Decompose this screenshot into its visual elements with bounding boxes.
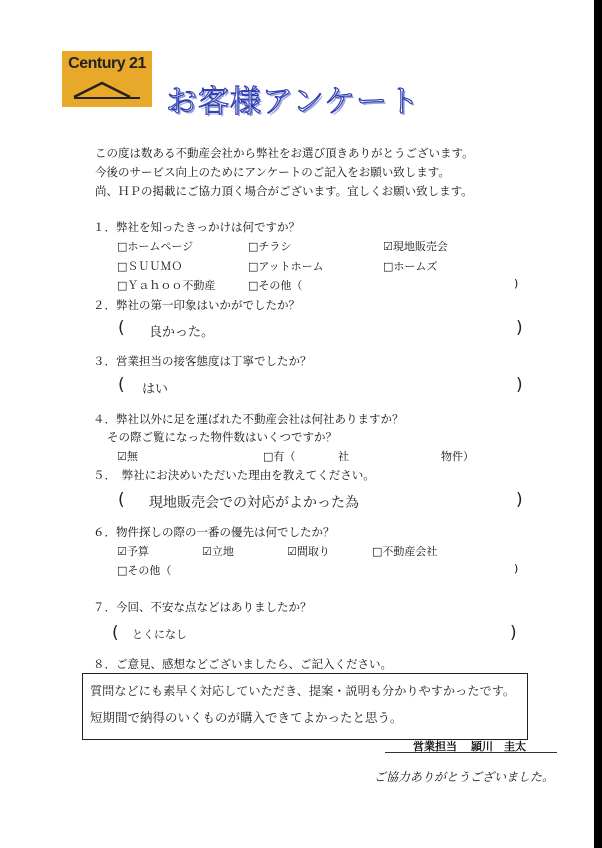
q4-option-have: □有（ [263,450,296,463]
q2-answer: 良かった。 [149,325,215,340]
q7-answer: とくになし [132,628,187,641]
question-7: ７．今回、不安な点などはありましたか？ [93,600,312,614]
intro-line-1: この度は数ある不動産会社から弊社をお選び頂きありがとうございます。 [95,146,474,160]
q6-option-layout-label: 間取り [296,545,330,558]
signature-underline [385,752,557,753]
q6-option-layout [287,543,330,559]
question-4-line-1: ４．弊社以外に足を運ばれた不動産会社は何社ありますか？ [93,412,404,426]
q4-option-none [117,448,138,464]
q6-option-budget [117,543,149,559]
q5-open-paren: ( [118,490,125,510]
question-6: ６．物件探しの際の一番の優先は何でしたか？ [93,525,335,539]
question-5: ５． 弊社にお決めいただいた理由を教えてください。 [93,468,375,482]
century21-logo [62,51,152,107]
staff-role: 営業担当 [413,740,457,753]
q6-option-location [202,543,234,559]
question-8: ８．ご意見、感想などございましたら、ご記入ください。 [93,657,392,671]
q3-open-paren: ( [118,375,125,395]
intro-line-3: 尚、ＨＰの掲載にご協力頂く場合がございます。宜しくお願い致します。 [95,184,473,198]
q2-open-paren: ( [118,318,125,338]
checked-box-icon: ☑ [287,545,297,558]
page-title: お客様アンケート [166,84,421,120]
q6-option-other: □その他（ [117,564,172,577]
q1-option-homepage: □ホームページ [117,240,194,253]
scan-edge [594,0,602,848]
comment-line-2: 短期間で納得のいくものが購入できてよかったと思う。 [90,710,403,725]
q1-other-close: ) [514,277,519,290]
question-1: １．弊社を知ったきっかけは何ですか？ [93,220,300,234]
q1-option-athome: □アットホーム [248,260,324,273]
checked-box-icon: ☑ [202,545,212,558]
intro-line-2: 今後のサービス向上のためにアンケートのご記入をお願い致します。 [95,165,450,179]
staff-name: 頴川 圭太 [471,740,526,753]
comment-line-1: 質問などにも素早く対応していただき、提案・説明も分かりやすかったです。 [90,684,516,698]
thanks-message: ご協力ありがとうございました。 [374,770,555,784]
q5-answer: 現地販売会での対応がよかった為 [149,495,359,511]
q6-option-budget-label: 予算 [126,545,149,558]
q4-option-none-label: 無 [126,450,138,463]
q2-close-paren: ) [516,318,523,338]
question-2: ２．弊社の第一印象はいかがでしたか？ [93,298,300,312]
q4-property-unit: 物件） [441,450,474,463]
q1-option-homes: □ホームズ [383,260,438,273]
q1-option-flyer: □チラシ [248,240,292,253]
q1-option-suumo: □ＳＵＵＭＯ [117,260,183,273]
q6-option-agency: □不動産会社 [372,545,438,558]
q1-option-yahoo: □Ｙａｈｏｏ不動産 [117,279,216,292]
q3-answer: はい [142,382,169,397]
q4-company-unit: 社 [338,450,349,463]
question-4-line-2: その際ご覧になった物件数はいくつですか？ [107,430,337,444]
q5-close-paren: ) [516,490,523,510]
checked-box-icon: ☑ [117,545,127,558]
question-3: ３．営業担当の接客態度は丁寧でしたか？ [93,354,312,368]
q6-other-close: ) [514,562,519,575]
q6-option-location-label: 立地 [211,545,234,558]
q1-option-other: □その他（ [248,279,303,292]
checked-box-icon: ☑ [117,450,127,463]
logo-text: Century 21 [68,55,146,72]
house-roof-icon [72,77,142,101]
q7-close-paren: ) [510,623,517,643]
q1-option-onsite-sale [383,238,448,254]
q7-open-paren: ( [112,623,119,643]
q3-close-paren: ) [516,375,523,395]
q1-option-onsite-sale-label: 現地販売会 [392,240,448,253]
checked-box-icon: ☑ [383,240,393,253]
